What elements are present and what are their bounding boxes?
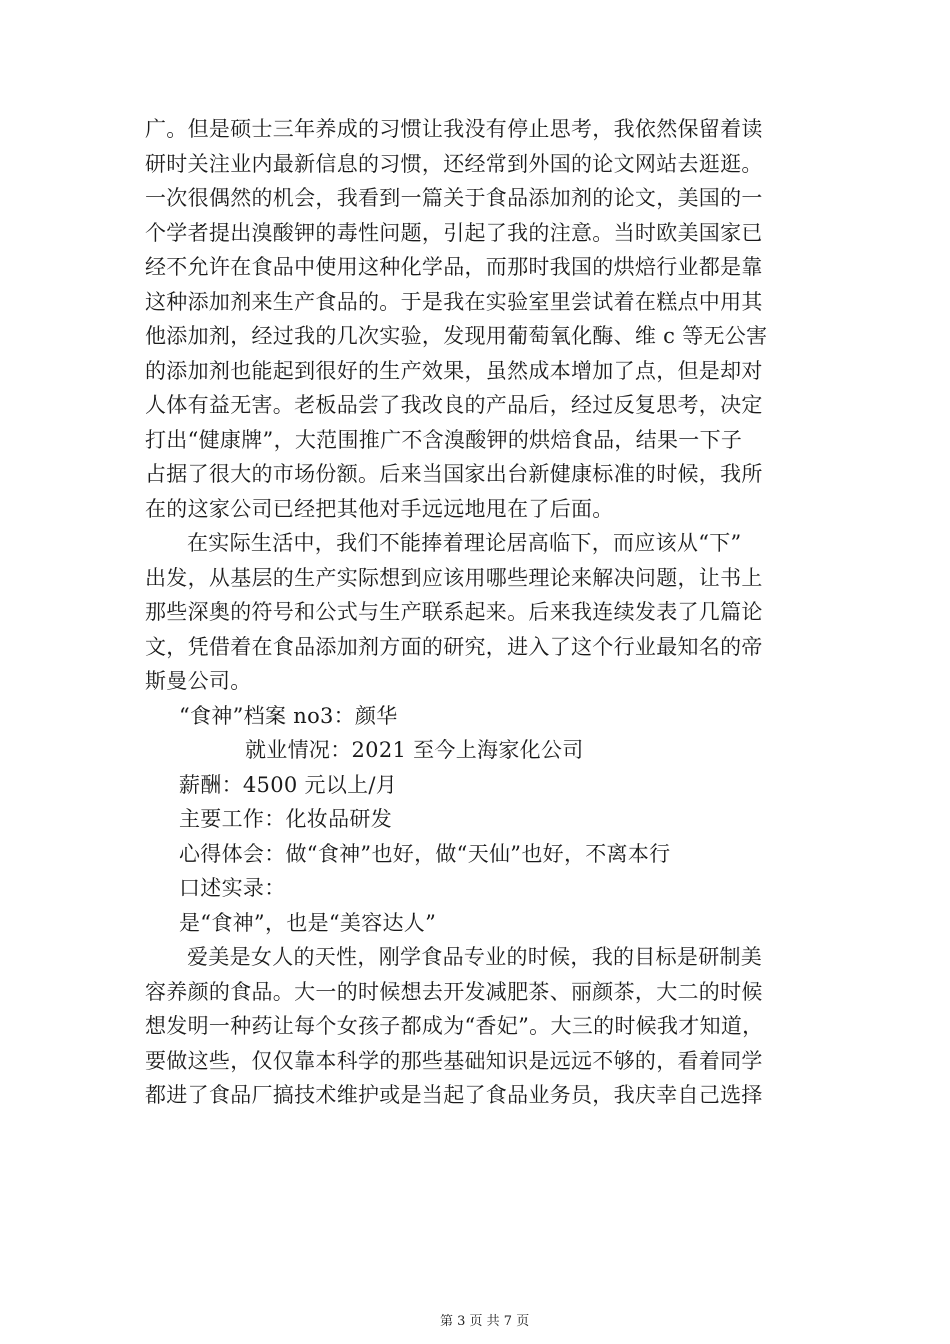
paragraph-line: 人体有益无害。老板品尝了我改良的产品后，经过反复思考，决定 xyxy=(145,393,763,417)
paragraph-line: 在实际生活中，我们不能捧着理论居高临下，而应该从“下” xyxy=(187,531,742,555)
profile-title: “食神”档案 no3：颜华 xyxy=(179,703,398,728)
paragraph-line: 一次很偶然的机会，我看到一篇关于食品添加剂的论文，美国的一 xyxy=(145,186,763,210)
profile-insight: 心得体会：做“食神”也好，做“天仙”也好，不离本行 xyxy=(179,841,671,866)
paragraph-line: 打出“健康牌”，大范围推广不含溴酸钾的烘焙食品，结果一下子 xyxy=(145,427,743,452)
paragraph-line: 斯曼公司。 xyxy=(145,669,252,693)
oral-label: 口述实录： xyxy=(179,876,286,900)
paragraph-line: 容养颜的食品。大一的时候想去开发减肥茶、丽颜茶，大二的时候 xyxy=(145,979,763,1004)
paragraph-line: 的添加剂也能起到很好的生产效果，虽然成本增加了点，但是却对 xyxy=(145,358,763,383)
paragraph-line: 要做这些，仅仅靠本科学的那些基础知识是远远不够的，看着同学 xyxy=(145,1048,763,1073)
paragraph-line: 那些深奥的符号和公式与生产联系起来。后来我连续发表了几篇论 xyxy=(145,600,763,624)
subheading: 是“食神”，也是“美容达人” xyxy=(179,910,437,935)
paragraph-line: 他添加剂，经过我的几次实验，发现用葡萄氧化酶、维 c 等无公害 xyxy=(145,324,768,348)
page-number: 第 3 页 共 7 页 xyxy=(440,1314,530,1329)
paragraph-line: 爱美是女人的天性，刚学食品专业的时候，我的目标是研制美 xyxy=(187,945,763,969)
paragraph-line: 出发，从基层的生产实际想到应该用哪些理论来解决问题，让书上 xyxy=(145,565,763,590)
profile-salary: 薪酬：4500 元以上/月 xyxy=(179,772,398,797)
profile-employment: 就业情况：2021 至今上海家化公司 xyxy=(245,738,584,762)
paragraph-line: 在的这家公司已经把其他对手远远地甩在了后面。 xyxy=(145,496,614,521)
paragraph-line: 文，凭借着在食品添加剂方面的研究，进入了这个行业最知名的帝 xyxy=(145,634,763,659)
paragraph-line: 个学者提出溴酸钾的毒性问题，引起了我的注意。当时欧美国家已 xyxy=(145,220,763,245)
document-body xyxy=(145,112,825,1113)
paragraph-line: 这种添加剂来生产食品的。于是我在实验室里尝试着在糕点中用其 xyxy=(145,289,763,314)
paragraph-line: 都进了食品厂搞技术维护或是当起了食品业务员，我庆幸自己选择 xyxy=(145,1083,763,1107)
paragraph-line: 广。但是硕士三年养成的习惯让我没有停止思考，我依然保留着读 xyxy=(145,117,763,141)
paragraph-line: 研时关注业内最新信息的习惯，还经常到外国的论文网站去逛逛。 xyxy=(145,151,763,176)
profile-main-work: 主要工作：化妆品研发 xyxy=(179,807,392,831)
paragraph-line: 想发明一种药让每个女孩子都成为“香妃”。大三的时候我才知道， xyxy=(145,1014,764,1038)
paragraph-line: 占据了很大的市场份额。后来当国家出台新健康标准的时候，我所 xyxy=(145,462,763,486)
paragraph-line: 经不允许在食品中使用这种化学品，而那时我国的烘焙行业都是靠 xyxy=(145,255,763,279)
